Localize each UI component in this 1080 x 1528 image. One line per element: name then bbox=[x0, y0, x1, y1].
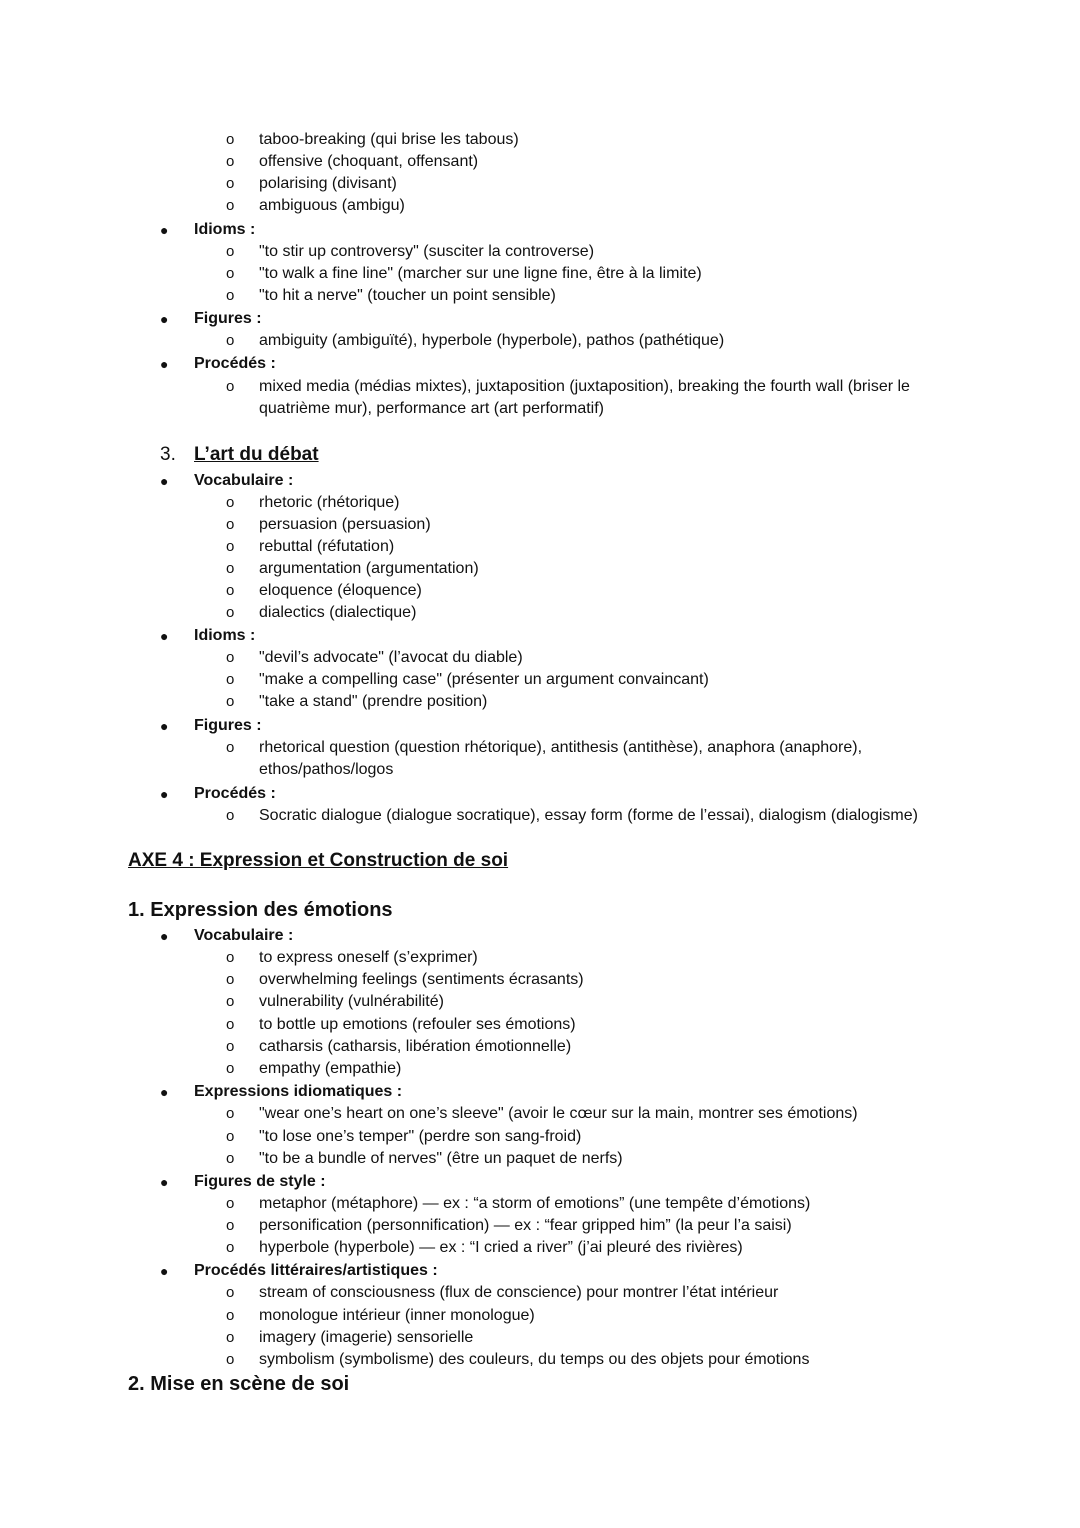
figures-label: Figures : bbox=[194, 310, 262, 327]
procedes-label: Procédés : bbox=[194, 785, 276, 802]
list-item: rhetorical question (question rhétorique), antithesis (antithèse), anaphora (anaphore), bbox=[259, 739, 863, 756]
circle-bullet-icon: o bbox=[226, 971, 235, 988]
list-item: ambiguous (ambigu) bbox=[259, 197, 405, 214]
circle-bullet-icon: o bbox=[226, 1217, 235, 1234]
circle-bullet-icon: o bbox=[226, 1239, 235, 1256]
bullet-icon: ● bbox=[160, 786, 169, 802]
list-item: "make a compelling case" (présenter un argument convaincant) bbox=[259, 671, 709, 688]
list-item: empathy (empathie) bbox=[259, 1060, 402, 1077]
list-item: offensive (choquant, offensant) bbox=[259, 153, 479, 170]
circle-bullet-icon: o bbox=[226, 516, 235, 533]
bullet-icon: ● bbox=[160, 311, 169, 327]
bullet-icon: ● bbox=[160, 473, 169, 489]
bullet-icon: ● bbox=[160, 1263, 169, 1279]
list-item: personification (personnification) — ex : “fear gripped him” (la peur l’a saisi) bbox=[259, 1217, 792, 1234]
circle-bullet-icon: o bbox=[226, 560, 235, 577]
circle-bullet-icon: o bbox=[226, 1105, 235, 1122]
circle-bullet-icon: o bbox=[226, 582, 235, 599]
list-item: rhetoric (rhétorique) bbox=[259, 494, 400, 511]
list-item: metaphor (métaphore) — ex : “a storm of emotions” (une tempête d’émotions) bbox=[259, 1195, 811, 1212]
circle-bullet-icon: o bbox=[226, 197, 235, 214]
circle-bullet-icon: o bbox=[226, 1016, 235, 1033]
circle-bullet-icon: o bbox=[226, 1329, 235, 1346]
circle-bullet-icon: o bbox=[226, 175, 235, 192]
circle-bullet-icon: o bbox=[226, 153, 235, 170]
list-item: Socratic dialogue (dialogue socratique), essay form (forme de l’essai), dialogism (dialogisme) bbox=[259, 807, 918, 824]
bullet-icon: ● bbox=[160, 628, 169, 644]
circle-bullet-icon: o bbox=[226, 1307, 235, 1324]
circle-bullet-icon: o bbox=[226, 671, 235, 688]
circle-bullet-icon: o bbox=[226, 1195, 235, 1212]
style-label: Figures de style : bbox=[194, 1173, 326, 1190]
list-item: "to stir up controversy" (susciter la controverse) bbox=[259, 243, 595, 260]
circle-bullet-icon: o bbox=[226, 1128, 235, 1145]
figures-label: Figures : bbox=[194, 717, 262, 734]
list-item: argumentation (argumentation) bbox=[259, 560, 479, 577]
list-item: "to hit a nerve" (toucher un point sensible) bbox=[259, 287, 556, 304]
circle-bullet-icon: o bbox=[226, 1351, 235, 1368]
bullet-icon: ● bbox=[160, 928, 169, 944]
list-item: "to be a bundle of nerves" (être un paquet de nerfs) bbox=[259, 1150, 623, 1167]
list-item: catharsis (catharsis, libération émotionnelle) bbox=[259, 1038, 572, 1055]
section-number: 3. bbox=[160, 444, 176, 465]
list-item: "to walk a fine line" (marcher sur une ligne fine, être à la limite) bbox=[259, 265, 702, 282]
circle-bullet-icon: o bbox=[226, 604, 235, 621]
list-item: persuasion (persuasion) bbox=[259, 516, 431, 533]
procedes-label: Procédés littéraires/artistiques : bbox=[194, 1262, 438, 1279]
list-item: overwhelming feelings (sentiments écrasants) bbox=[259, 971, 584, 988]
list-item: "wear one’s heart on one’s sleeve" (avoir le cœur sur la main, montrer ses émotions) bbox=[259, 1105, 858, 1122]
list-item: taboo-breaking (qui brise les tabous) bbox=[259, 131, 519, 148]
list-item: symbolism (symbolisme) des couleurs, du temps ou des objets pour émotions bbox=[259, 1351, 810, 1368]
circle-bullet-icon: o bbox=[226, 993, 235, 1010]
list-item: hyperbole (hyperbole) — ex : “I cried a river” (j’ai pleuré des rivières) bbox=[259, 1239, 743, 1256]
circle-bullet-icon: o bbox=[226, 494, 235, 511]
circle-bullet-icon: o bbox=[226, 649, 235, 666]
circle-bullet-icon: o bbox=[226, 1150, 235, 1167]
vocab-label: Vocabulaire : bbox=[194, 472, 294, 489]
list-item: "to lose one’s temper" (perdre son sang-froid) bbox=[259, 1128, 582, 1145]
bullet-icon: ● bbox=[160, 1084, 169, 1100]
bullet-icon: ● bbox=[160, 1174, 169, 1190]
list-item: polarising (divisant) bbox=[259, 175, 397, 192]
list-item: stream of consciousness (flux de conscience) pour montrer l’état intérieur bbox=[259, 1284, 779, 1301]
list-item: vulnerability (vulnérabilité) bbox=[259, 993, 444, 1010]
list-item: imagery (imagerie) sensorielle bbox=[259, 1329, 474, 1346]
circle-bullet-icon: o bbox=[226, 265, 235, 282]
circle-bullet-icon: o bbox=[226, 243, 235, 260]
circle-bullet-icon: o bbox=[226, 1284, 235, 1301]
list-item: to express oneself (s’exprimer) bbox=[259, 949, 478, 966]
circle-bullet-icon: o bbox=[226, 378, 235, 395]
list-item: ambiguity (ambiguïté), hyperbole (hyperbole), pathos (pathétique) bbox=[259, 332, 725, 349]
vocab-label: Vocabulaire : bbox=[194, 927, 294, 944]
list-item: to bottle up emotions (refouler ses émotions) bbox=[259, 1016, 576, 1033]
procedes-label: Procédés : bbox=[194, 355, 276, 372]
circle-bullet-icon: o bbox=[226, 332, 235, 349]
list-item: eloquence (éloquence) bbox=[259, 582, 422, 599]
list-item: dialectics (dialectique) bbox=[259, 604, 417, 621]
expressions-label: Expressions idiomatiques : bbox=[194, 1083, 403, 1100]
circle-bullet-icon: o bbox=[226, 131, 235, 148]
list-item-continuation: quatrième mur), performance art (art performatif) bbox=[259, 400, 604, 417]
bullet-icon: ● bbox=[160, 222, 169, 238]
list-item: mixed media (médias mixtes), juxtaposition (juxtaposition), breaking the fourth wall (briser le bbox=[259, 378, 910, 395]
circle-bullet-icon: o bbox=[226, 287, 235, 304]
circle-bullet-icon: o bbox=[226, 807, 235, 824]
idioms-label: Idioms : bbox=[194, 221, 256, 238]
circle-bullet-icon: o bbox=[226, 949, 235, 966]
list-item: "take a stand" (prendre position) bbox=[259, 693, 488, 710]
section-title: 1. Expression des émotions bbox=[128, 899, 393, 921]
list-item: rebuttal (réfutation) bbox=[259, 538, 395, 555]
idioms-label: Idioms : bbox=[194, 627, 256, 644]
section-title: L’art du débat bbox=[194, 444, 319, 465]
circle-bullet-icon: o bbox=[226, 739, 235, 756]
circle-bullet-icon: o bbox=[226, 1038, 235, 1055]
list-item: monologue intérieur (inner monologue) bbox=[259, 1307, 535, 1324]
axe-title: AXE 4 : Expression et Construction de soi bbox=[128, 850, 509, 871]
circle-bullet-icon: o bbox=[226, 1060, 235, 1077]
section-title: 2. Mise en scène de soi bbox=[128, 1373, 350, 1395]
list-item-continuation: ethos/pathos/logos bbox=[259, 761, 394, 778]
bullet-icon: ● bbox=[160, 718, 169, 734]
list-item: "devil’s advocate" (l’avocat du diable) bbox=[259, 649, 523, 666]
circle-bullet-icon: o bbox=[226, 538, 235, 555]
bullet-icon: ● bbox=[160, 356, 169, 372]
circle-bullet-icon: o bbox=[226, 693, 235, 710]
